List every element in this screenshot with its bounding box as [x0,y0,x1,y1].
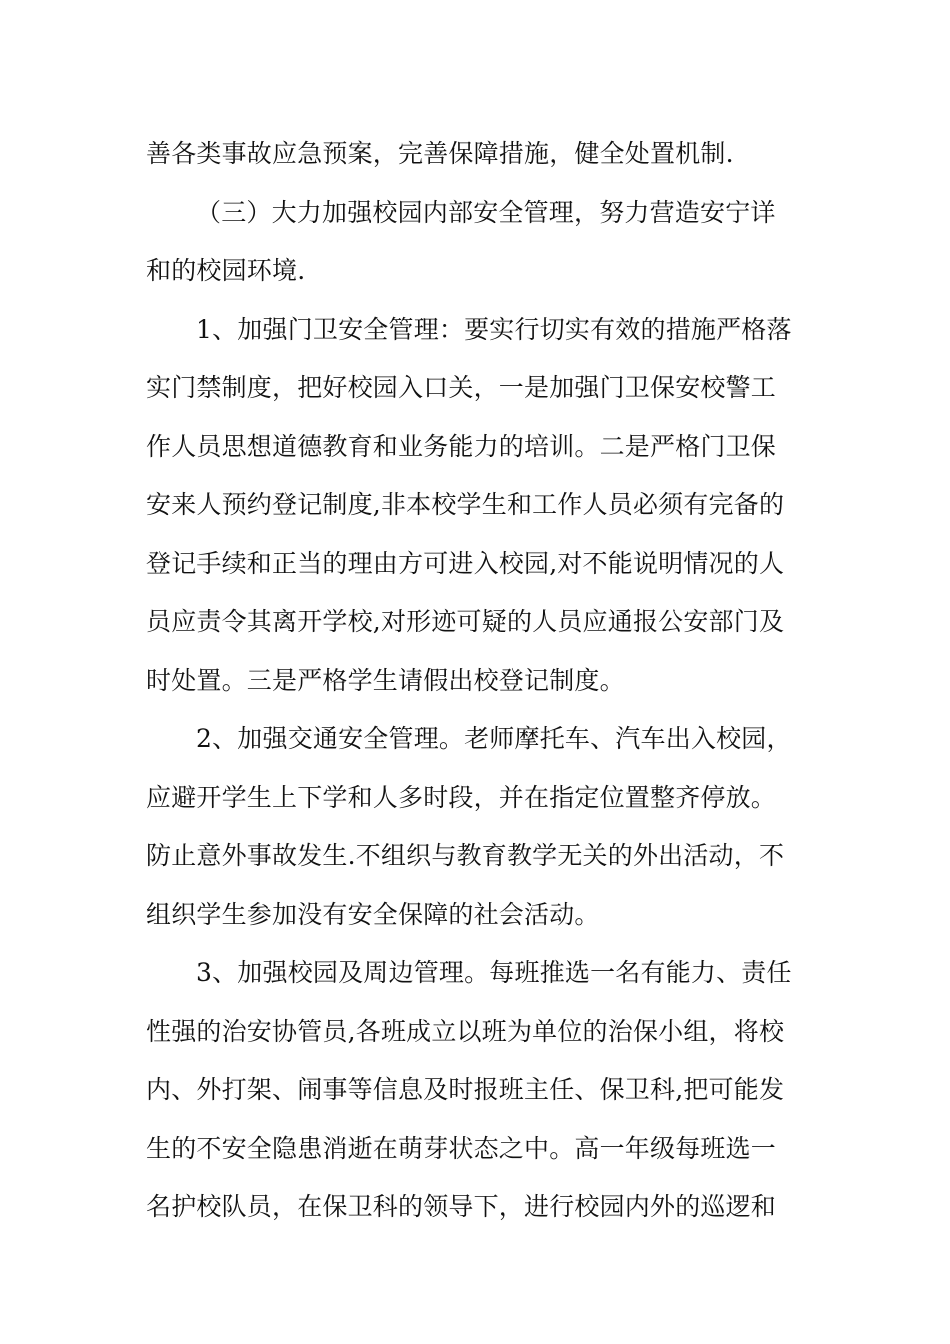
document-body [146,125,816,1237]
item-1-start: 1、加强门卫安全管理：要实行切实有效的措施严格落 [196,314,792,344]
text-line-13: 防止意外事故发生.不组织与教育教学无关的外出活动，不 [146,841,785,870]
text-line-3: 和的校园环境. [146,256,306,285]
text-line-19: 名护校队员，在保卫科的领导下，进行校园内外的巡逻和 [146,1192,777,1221]
section-heading-3: （三）大力加强校园内部安全管理，努力营造安宁详 [196,197,776,227]
text-line-8: 登记手续和正当的理由方可进入校园,对不能说明情况的人 [146,548,785,578]
text-line-6: 作人员思想道德教育和业务能力的培训。二是严格门卫保 [146,431,777,461]
text-line-7: 安来人预约登记制度,非本校学生和工作人员必须有完备的 [146,490,785,519]
item-2-start: 2、加强交通安全管理。老师摩托车、汽车出入校园， [196,724,792,753]
text-line-16: 性强的治安协管员,各班成立以班为单位的治保小组，将校 [146,1016,785,1046]
text-line-9: 员应责令其离开学校,对形迹可疑的人员应通报公安部门及 [146,607,785,636]
text-line-5: 实门禁制度，把好校园入口关，一是加强门卫保安校警工 [146,373,777,402]
text-line-1: 善各类事故应急预案，完善保障措施，健全处置机制. [146,139,734,168]
text-line-12: 应避开学生上下学和人多时段，并在指定位置整齐停放。 [146,782,777,812]
item-3-start: 3、加强校园及周边管理。每班推选一名有能力、责任 [196,958,792,987]
text-line-18: 生的不安全隐患消逝在萌芽状态之中。高一年级每班选一 [146,1133,777,1163]
text-line-17: 内、外打架、闹事等信息及时报班主任、保卫科,把可能发 [146,1075,785,1104]
text-line-14: 组织学生参加没有安全保障的社会活动。 [146,899,600,929]
text-line-10: 时处置。三是严格学生请假出校登记制度。 [146,665,625,695]
